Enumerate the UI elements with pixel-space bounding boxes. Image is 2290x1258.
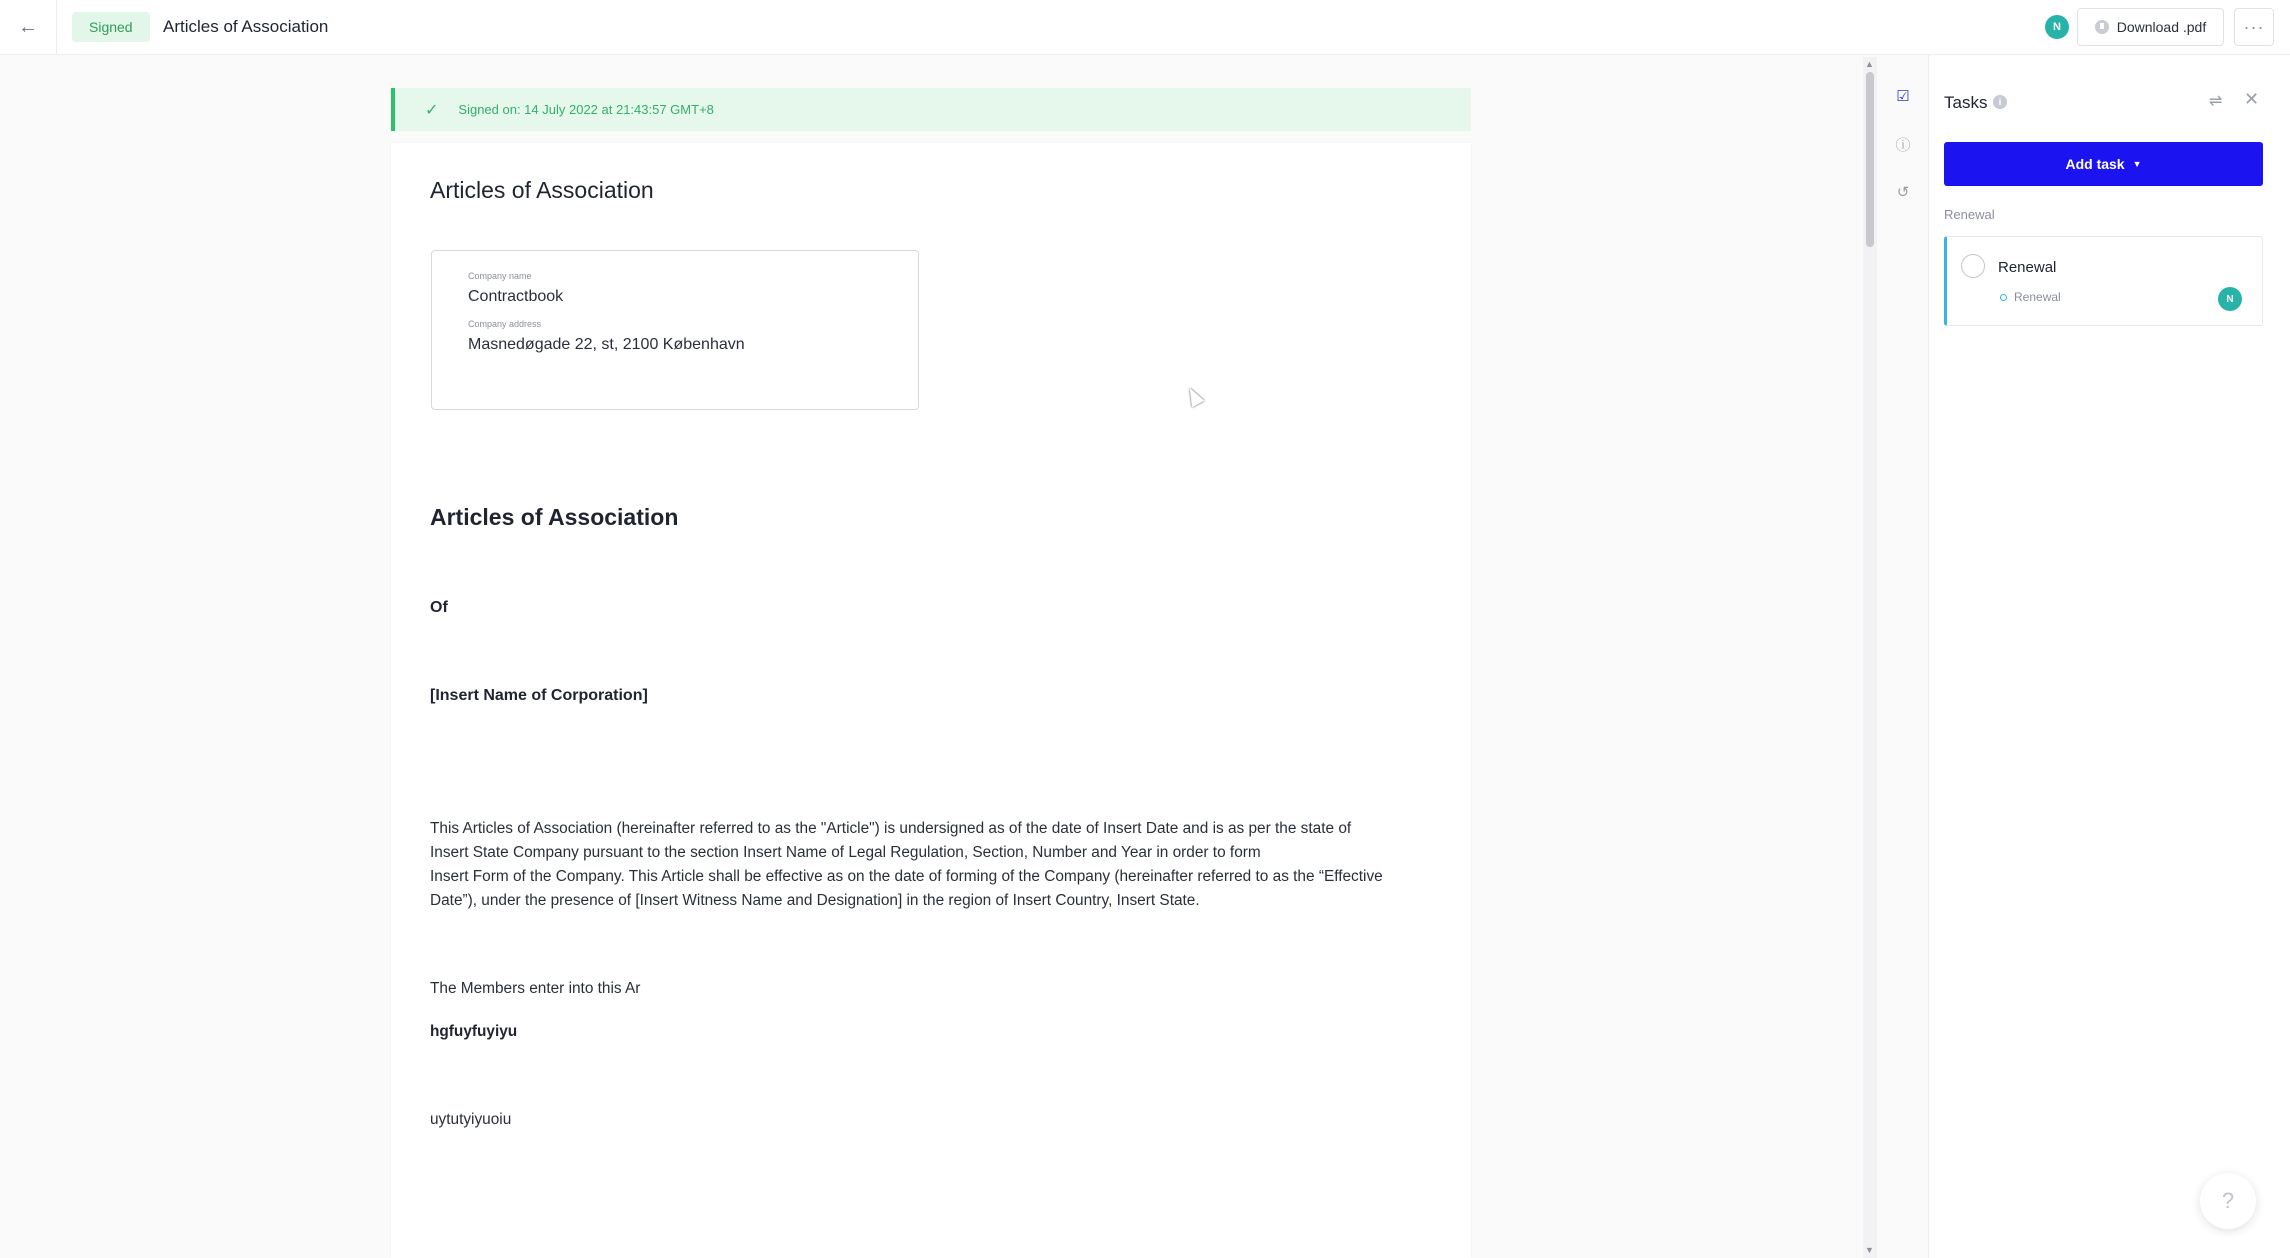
task-group-label: Renewal <box>1944 207 1995 222</box>
task-card[interactable] <box>1944 236 2263 326</box>
back-button[interactable] <box>0 0 57 54</box>
page-title: Articles of Association <box>163 17 329 36</box>
tasks-title: Tasks <box>1944 93 1988 112</box>
download-icon <box>2095 20 2109 34</box>
bold-text: hgfuyfuyiyu <box>430 1023 518 1040</box>
top-bar <box>0 0 2290 55</box>
info-icon[interactable]: ⓘ <box>1895 136 1911 154</box>
tasks-panel <box>1929 55 2290 1258</box>
add-task-label: Add task <box>2065 156 2125 172</box>
task-name: Renewal <box>1998 259 2057 276</box>
company-name-label: Company name <box>468 271 532 281</box>
document-title: Articles of Association <box>430 177 654 203</box>
scroll-thumb[interactable] <box>1866 72 1874 247</box>
body-text: uytutyiyuoiu <box>430 1111 512 1128</box>
paragraph-line: This Articles of Association (hereinafter referred to as the "Article") is undersigned as of the date of Insert Date and is as per the state of <box>430 820 1352 837</box>
paragraph-line: Insert State Company pursuant to the section Insert Name of Legal Regulation, Section, Number and Year in order to form <box>430 844 1261 861</box>
task-assignee-avatar[interactable]: N <box>2218 287 2242 311</box>
avatar[interactable]: N <box>2045 15 2069 39</box>
side-rail <box>1880 55 1929 1258</box>
tasks-checkbox-icon[interactable]: ☑ <box>1896 88 1910 105</box>
intro-paragraph <box>430 817 1430 913</box>
company-address-label: Company address <box>468 319 542 329</box>
scroll-down-icon[interactable]: ▼ <box>1865 1245 1874 1255</box>
tasks-info-icon[interactable]: i <box>1993 95 2007 109</box>
download-label: Download .pdf <box>2116 19 2207 35</box>
scroll-up-icon[interactable]: ▲ <box>1865 59 1874 69</box>
company-address-value: Masnedøgade 22, st, 2100 København <box>468 336 745 353</box>
section-heading: Articles of Association <box>430 504 679 530</box>
paragraph-line: Insert Form of the Company. This Article shall be effective as on the date of forming of the Company (hereinafter referred to as the “Effective <box>430 868 1383 885</box>
caret-down-icon: ▼ <box>2132 159 2142 169</box>
paragraph-line: Date”), under the presence of [Insert Witness Name and Designation] in the region of Insert Country, Insert State. <box>430 892 1200 909</box>
status-badge: Signed <box>72 12 150 42</box>
history-icon[interactable]: ↺ <box>1896 184 1910 201</box>
filter-icon[interactable]: ⇌ <box>2209 93 2223 110</box>
signed-banner <box>391 88 1471 131</box>
more-icon: ··· <box>2243 16 2265 37</box>
company-info-box <box>431 250 919 410</box>
task-complete-checkbox[interactable] <box>1961 254 1985 278</box>
members-text: The Members enter into this Ar <box>430 980 641 997</box>
check-icon: ✓ <box>425 101 439 119</box>
document-scrollbar[interactable] <box>1863 57 1877 1258</box>
download-pdf-button[interactable] <box>2077 8 2224 46</box>
question-icon: ? <box>2221 1188 2235 1213</box>
more-options-button[interactable] <box>2234 8 2274 46</box>
company-name-value: Contractbook <box>468 288 564 305</box>
task-subtitle: Renewal <box>2014 290 2061 304</box>
corporation-placeholder: [Insert Name of Corporation] <box>430 687 648 704</box>
task-status-dot-icon <box>2000 294 2007 301</box>
add-task-button[interactable] <box>1944 142 2263 186</box>
of-text: Of <box>430 599 448 616</box>
document-page <box>391 143 1471 1258</box>
help-button[interactable] <box>2200 1173 2256 1229</box>
signed-text: Signed on: 14 July 2022 at 21:43:57 GMT+8 <box>458 102 714 117</box>
close-icon[interactable]: ✕ <box>2244 89 2260 109</box>
arrow-left-icon: ← <box>18 15 38 38</box>
